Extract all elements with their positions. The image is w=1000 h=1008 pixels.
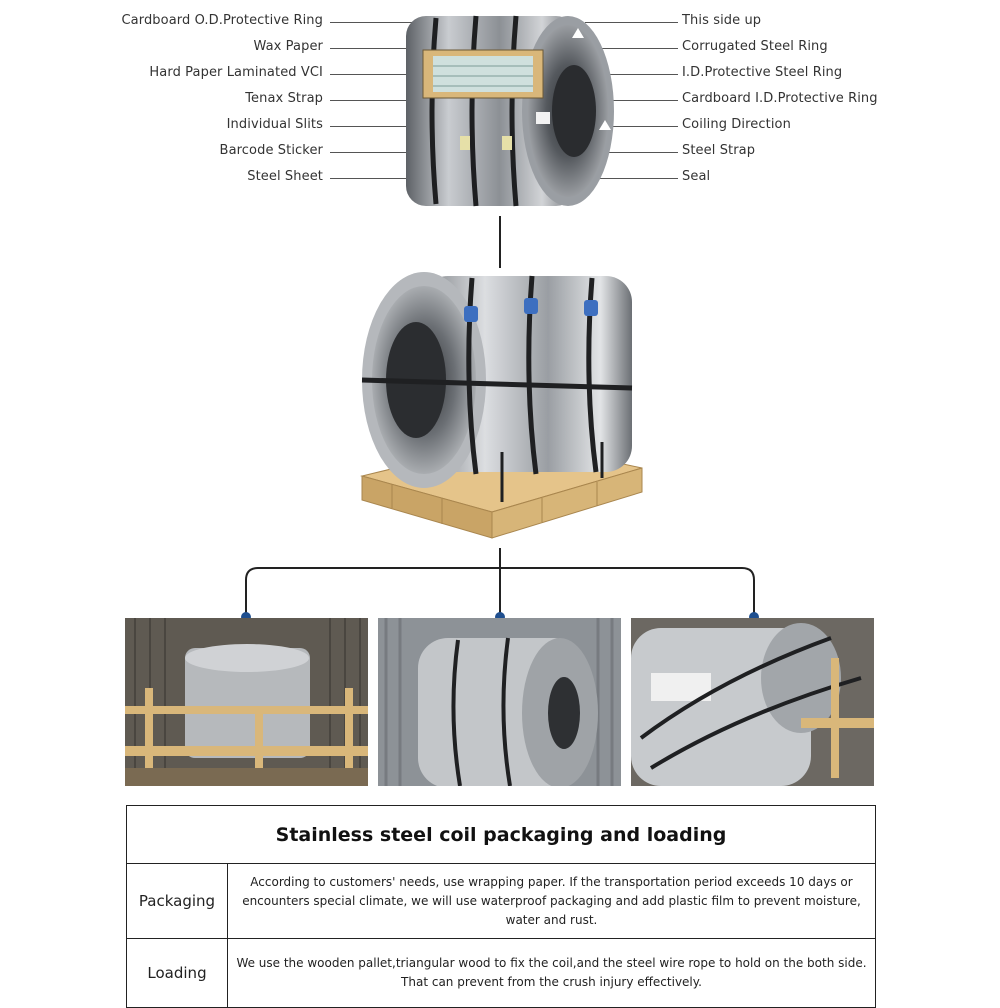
packaging-loading-table	[126, 805, 876, 1008]
label-cardboard-id-ring: Cardboard I.D.Protective Ring	[682, 91, 878, 106]
label-steel-strap: Steel Strap	[682, 143, 756, 158]
container-loading-photo-3	[631, 618, 874, 786]
table-row-loading	[127, 939, 876, 1008]
label-barcode-sticker: Barcode Sticker	[219, 143, 323, 158]
label-hard-paper-vci: Hard Paper Laminated VCI	[149, 65, 323, 80]
row-head-loading: Loading	[127, 939, 228, 1008]
label-seal: Seal	[682, 169, 711, 184]
container-loading-photo-2	[378, 618, 621, 786]
table-title: Stainless steel coil packaging and loading	[127, 806, 876, 864]
label-tenax-strap: Tenax Strap	[245, 91, 323, 106]
container-loading-photo-1	[125, 618, 368, 786]
label-id-protective-steel-ring: I.D.Protective Steel Ring	[682, 65, 843, 80]
label-this-side-up: This side up	[682, 13, 762, 28]
table-row-packaging	[127, 864, 876, 939]
row-head-packaging: Packaging	[127, 864, 228, 939]
label-coiling-direction: Coiling Direction	[682, 117, 791, 132]
row-text-packaging: According to customers' needs, use wrapping paper. If the transportation period exceeds 10 days or encounters special climate, we will use waterproof packaging and add plastic film to prevent moisture, water and rust.	[228, 864, 876, 939]
label-individual-slits: Individual Slits	[226, 117, 323, 132]
label-corrugated-steel-ring: Corrugated Steel Ring	[682, 39, 828, 54]
label-cardboard-od-ring: Cardboard O.D.Protective Ring	[121, 13, 323, 28]
label-steel-sheet: Steel Sheet	[247, 169, 323, 184]
row-text-loading: We use the wooden pallet,triangular wood to fix the coil,and the steel wire rope to hold on the both side. That can prevent from the crush injury effectively.	[228, 939, 876, 1008]
label-wax-paper: Wax Paper	[253, 39, 323, 54]
